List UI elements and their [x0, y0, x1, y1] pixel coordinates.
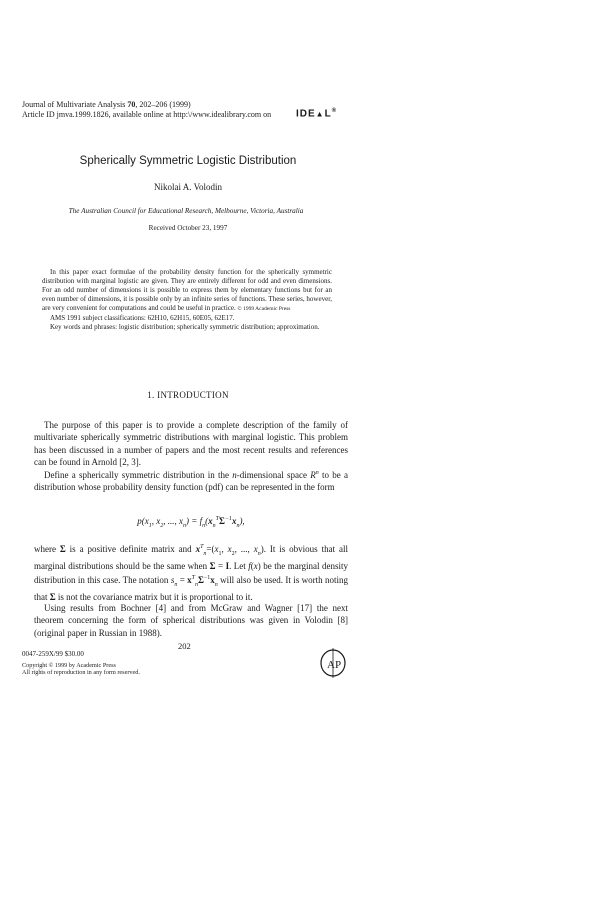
pdf-equation: $p(x_1$, $x_2$, ..., $x_n) = f_n(x_n^T\Sigma^{-1}x_n)$,	[137, 516, 245, 529]
article-id-line: Article ID jmva.1999.1826, available online at http:\/www.idealibrary.com on	[22, 110, 272, 119]
abstract-text: In this paper exact formulae of the probability density function for the spherically symmetric distribution with marginal logistic are given. They are entirely different for odd and even dimensions. For an odd number of dimensions it is possible to express them by elementary functions but for an even number of dimensions, it is possible only by an infinite series of functions. These series, however, are very convenient for computations and could be useful in practice. © 1999 Academic Press	[42, 268, 332, 312]
author-name: Nikolai A. Volodin	[154, 182, 222, 192]
footer-copyright: Copyright © 1999 by Academic Press	[22, 661, 116, 669]
abstract	[42, 268, 332, 332]
section-heading: 1. INTRODUCTION	[147, 390, 229, 400]
copyright-footer	[22, 651, 140, 677]
abstract-copyright: © 1999 Academic Press	[237, 306, 291, 312]
footer-rights: All rights of reproduction in any form reserved.	[22, 669, 140, 676]
publisher-logo-text: AP	[327, 659, 342, 671]
journal-pages-year: , 202–206 (1999)	[135, 100, 191, 109]
journal-volume: 70	[127, 100, 136, 109]
paper-title: Spherically Symmetric Logistic Distribution	[79, 155, 297, 167]
body-paragraph-3: where Σ is a positive definite matrix and $x^T_n=(x_1$, $x_2$, ..., $x_n$). It is obvious that all marginal distributions should be the same when Σ = I. Let f(x) be the marginal density distribution in this case. The notation $s_n = x^T_n\Sigma^{-1}x_n$ will also be used. It is worth noting that Σ is not the covariance matrix but it is proportional to it.	[34, 544, 349, 603]
journal-citation: Journal of Multivariate Analysis 70, 202–206 (1999)	[22, 100, 191, 109]
ams-classification: AMS 1991 subject classifications: 62H10, 62H15, 60E05, 62E17.	[50, 314, 235, 322]
body-paragraph-2: Define a spherically symmetric distribution in the n-dimensional space $R^n$ to be a distribution whose probability density function (pdf) can be represented in the form	[34, 470, 348, 493]
body-paragraph-1: The purpose of this paper is to provide a complete description of the family of multivariate spherically symmetric distributions with marginal logistic. This problem has been discussed in a number of papers and the most recent results and references can be found in Arnold [2, 3].	[34, 420, 348, 467]
author-affiliation: The Australian Council for Educational Research, Melbourne, Victoria, Australia	[68, 207, 304, 215]
journal-header	[22, 100, 271, 120]
page-number: 202	[178, 641, 191, 651]
academic-press-logo-icon	[318, 648, 348, 678]
keywords: Key words and phrases: logistic distribution; spherically symmetric distribution; approximation.	[50, 323, 320, 331]
ideal-logo: IDE▲L®	[296, 108, 338, 120]
issn-price: 0047-259X/99 $30.00	[22, 650, 84, 658]
body-paragraph-4: Using results from Bochner [4] and from McGraw and Wagner [17] the next theorem concerning the form of spherical distributions was given in Volodin [8] (original paper in Russian in 1988).	[34, 603, 348, 638]
received-date: Received October 23, 1997	[148, 224, 228, 232]
